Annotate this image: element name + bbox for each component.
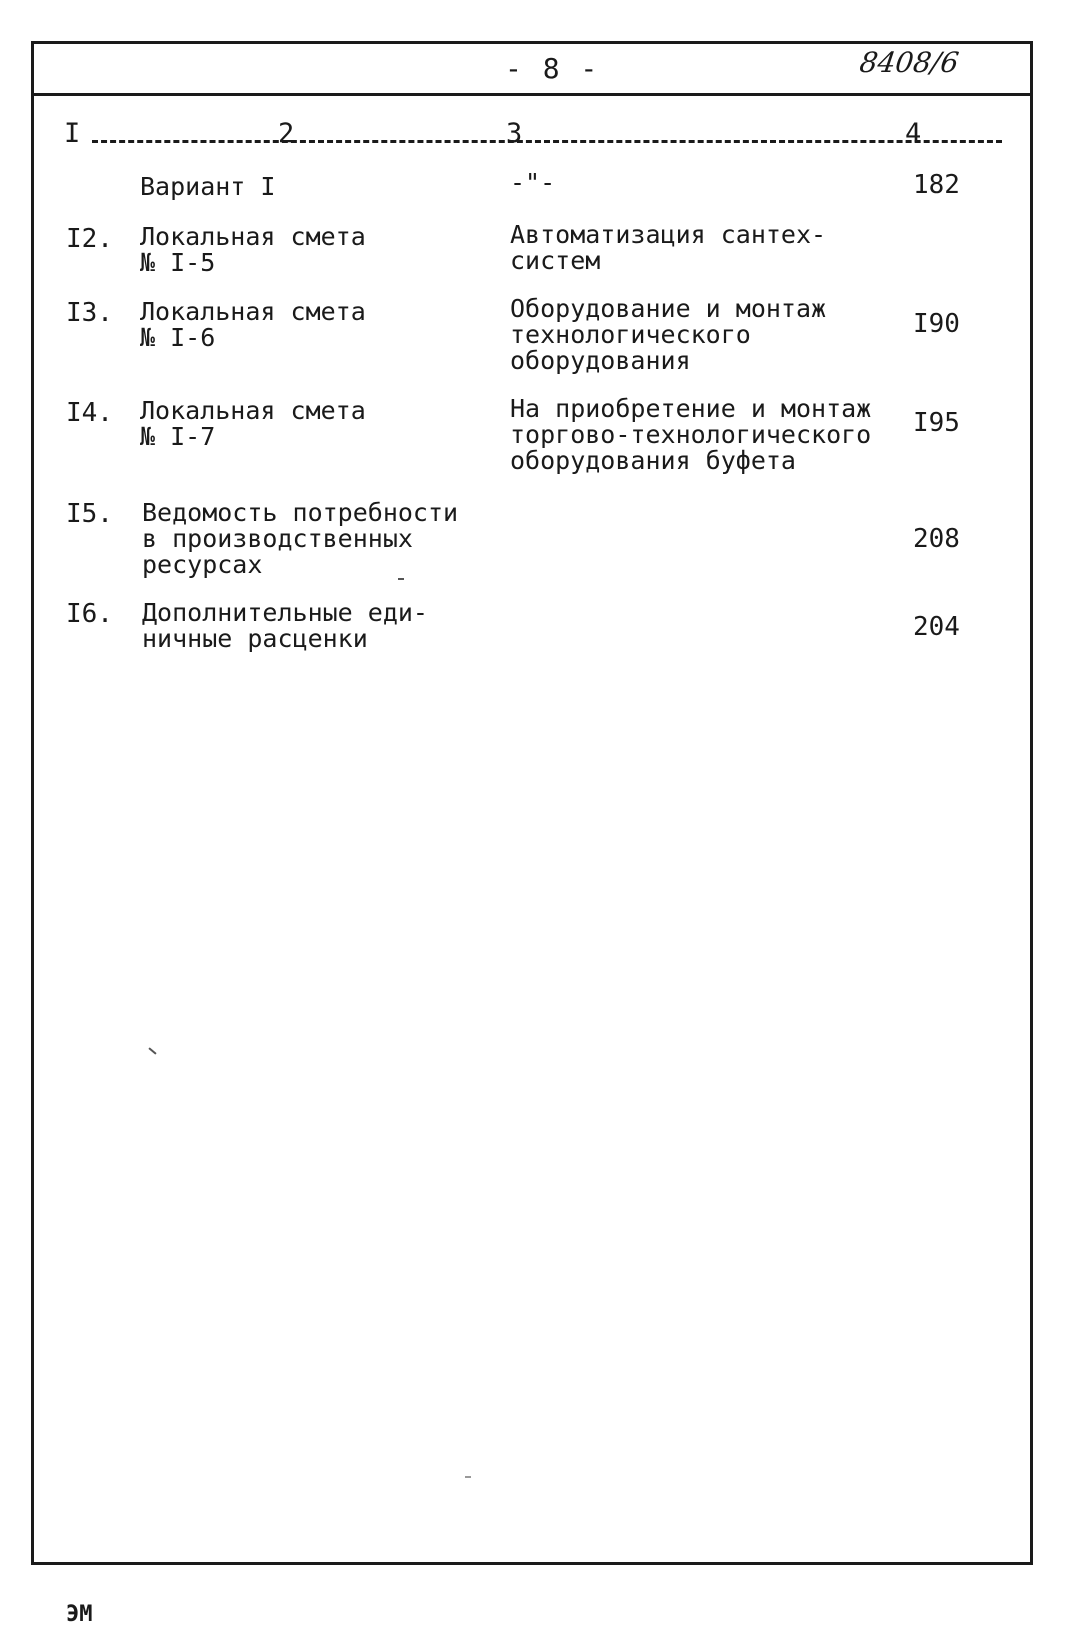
row-description-line: технологического (510, 320, 751, 349)
row-title-line: ничные расценки (142, 624, 368, 653)
row-title-line: Ведомость потребности (142, 498, 459, 527)
column-header-dash-rule (92, 140, 1002, 143)
row-title-line: № I-6 (140, 323, 216, 352)
row-description-line: оборудования буфета (510, 446, 796, 475)
column-header-1: I (64, 118, 81, 149)
row-title-line: № I-7 (140, 422, 216, 451)
row-page: I95 (913, 408, 960, 438)
variant-ditto: -"- (510, 168, 556, 197)
row-number: I4. (66, 398, 113, 428)
variant-page: 182 (913, 170, 960, 200)
row-title-line: Дополнительные еди- (142, 598, 428, 627)
row-description-line: На приобретение и монтаж (510, 394, 872, 423)
row-title-line: Локальная смета (140, 222, 366, 251)
column-header-4: 4 (905, 118, 922, 149)
row-page: 208 (913, 524, 960, 554)
variant-label: Вариант I (140, 172, 276, 201)
column-header-2: 2 (278, 118, 295, 149)
row-title-line: № I-5 (140, 248, 216, 277)
row-number: I3. (66, 298, 113, 328)
row-number: I6. (66, 599, 113, 629)
row-description-line: Оборудование и монтаж (510, 294, 827, 323)
row-number: I5. (66, 499, 113, 529)
row-description-line: оборудования (510, 346, 691, 375)
scan-mark (398, 578, 404, 580)
row-page: 204 (913, 612, 960, 642)
row-description-line: торгово-технологического (510, 420, 872, 449)
row-title-line: Локальная смета (140, 297, 366, 326)
scan-mark (465, 1476, 471, 1478)
row-description-line: систем (510, 246, 601, 275)
document-code: 8408/6 (857, 46, 961, 79)
footer-mark: ЭМ (66, 1602, 93, 1627)
page-number: - 8 - (505, 52, 600, 85)
row-page: I90 (913, 309, 960, 339)
row-title-line: Локальная смета (140, 396, 366, 425)
row-title-line: ресурсах (142, 550, 263, 579)
column-header-3: 3 (506, 118, 523, 149)
row-title-line: в производственных (142, 524, 413, 553)
row-number: I2. (66, 224, 113, 254)
header-rule (31, 93, 1033, 96)
row-description-line: Автоматизация сантех- (510, 220, 827, 249)
